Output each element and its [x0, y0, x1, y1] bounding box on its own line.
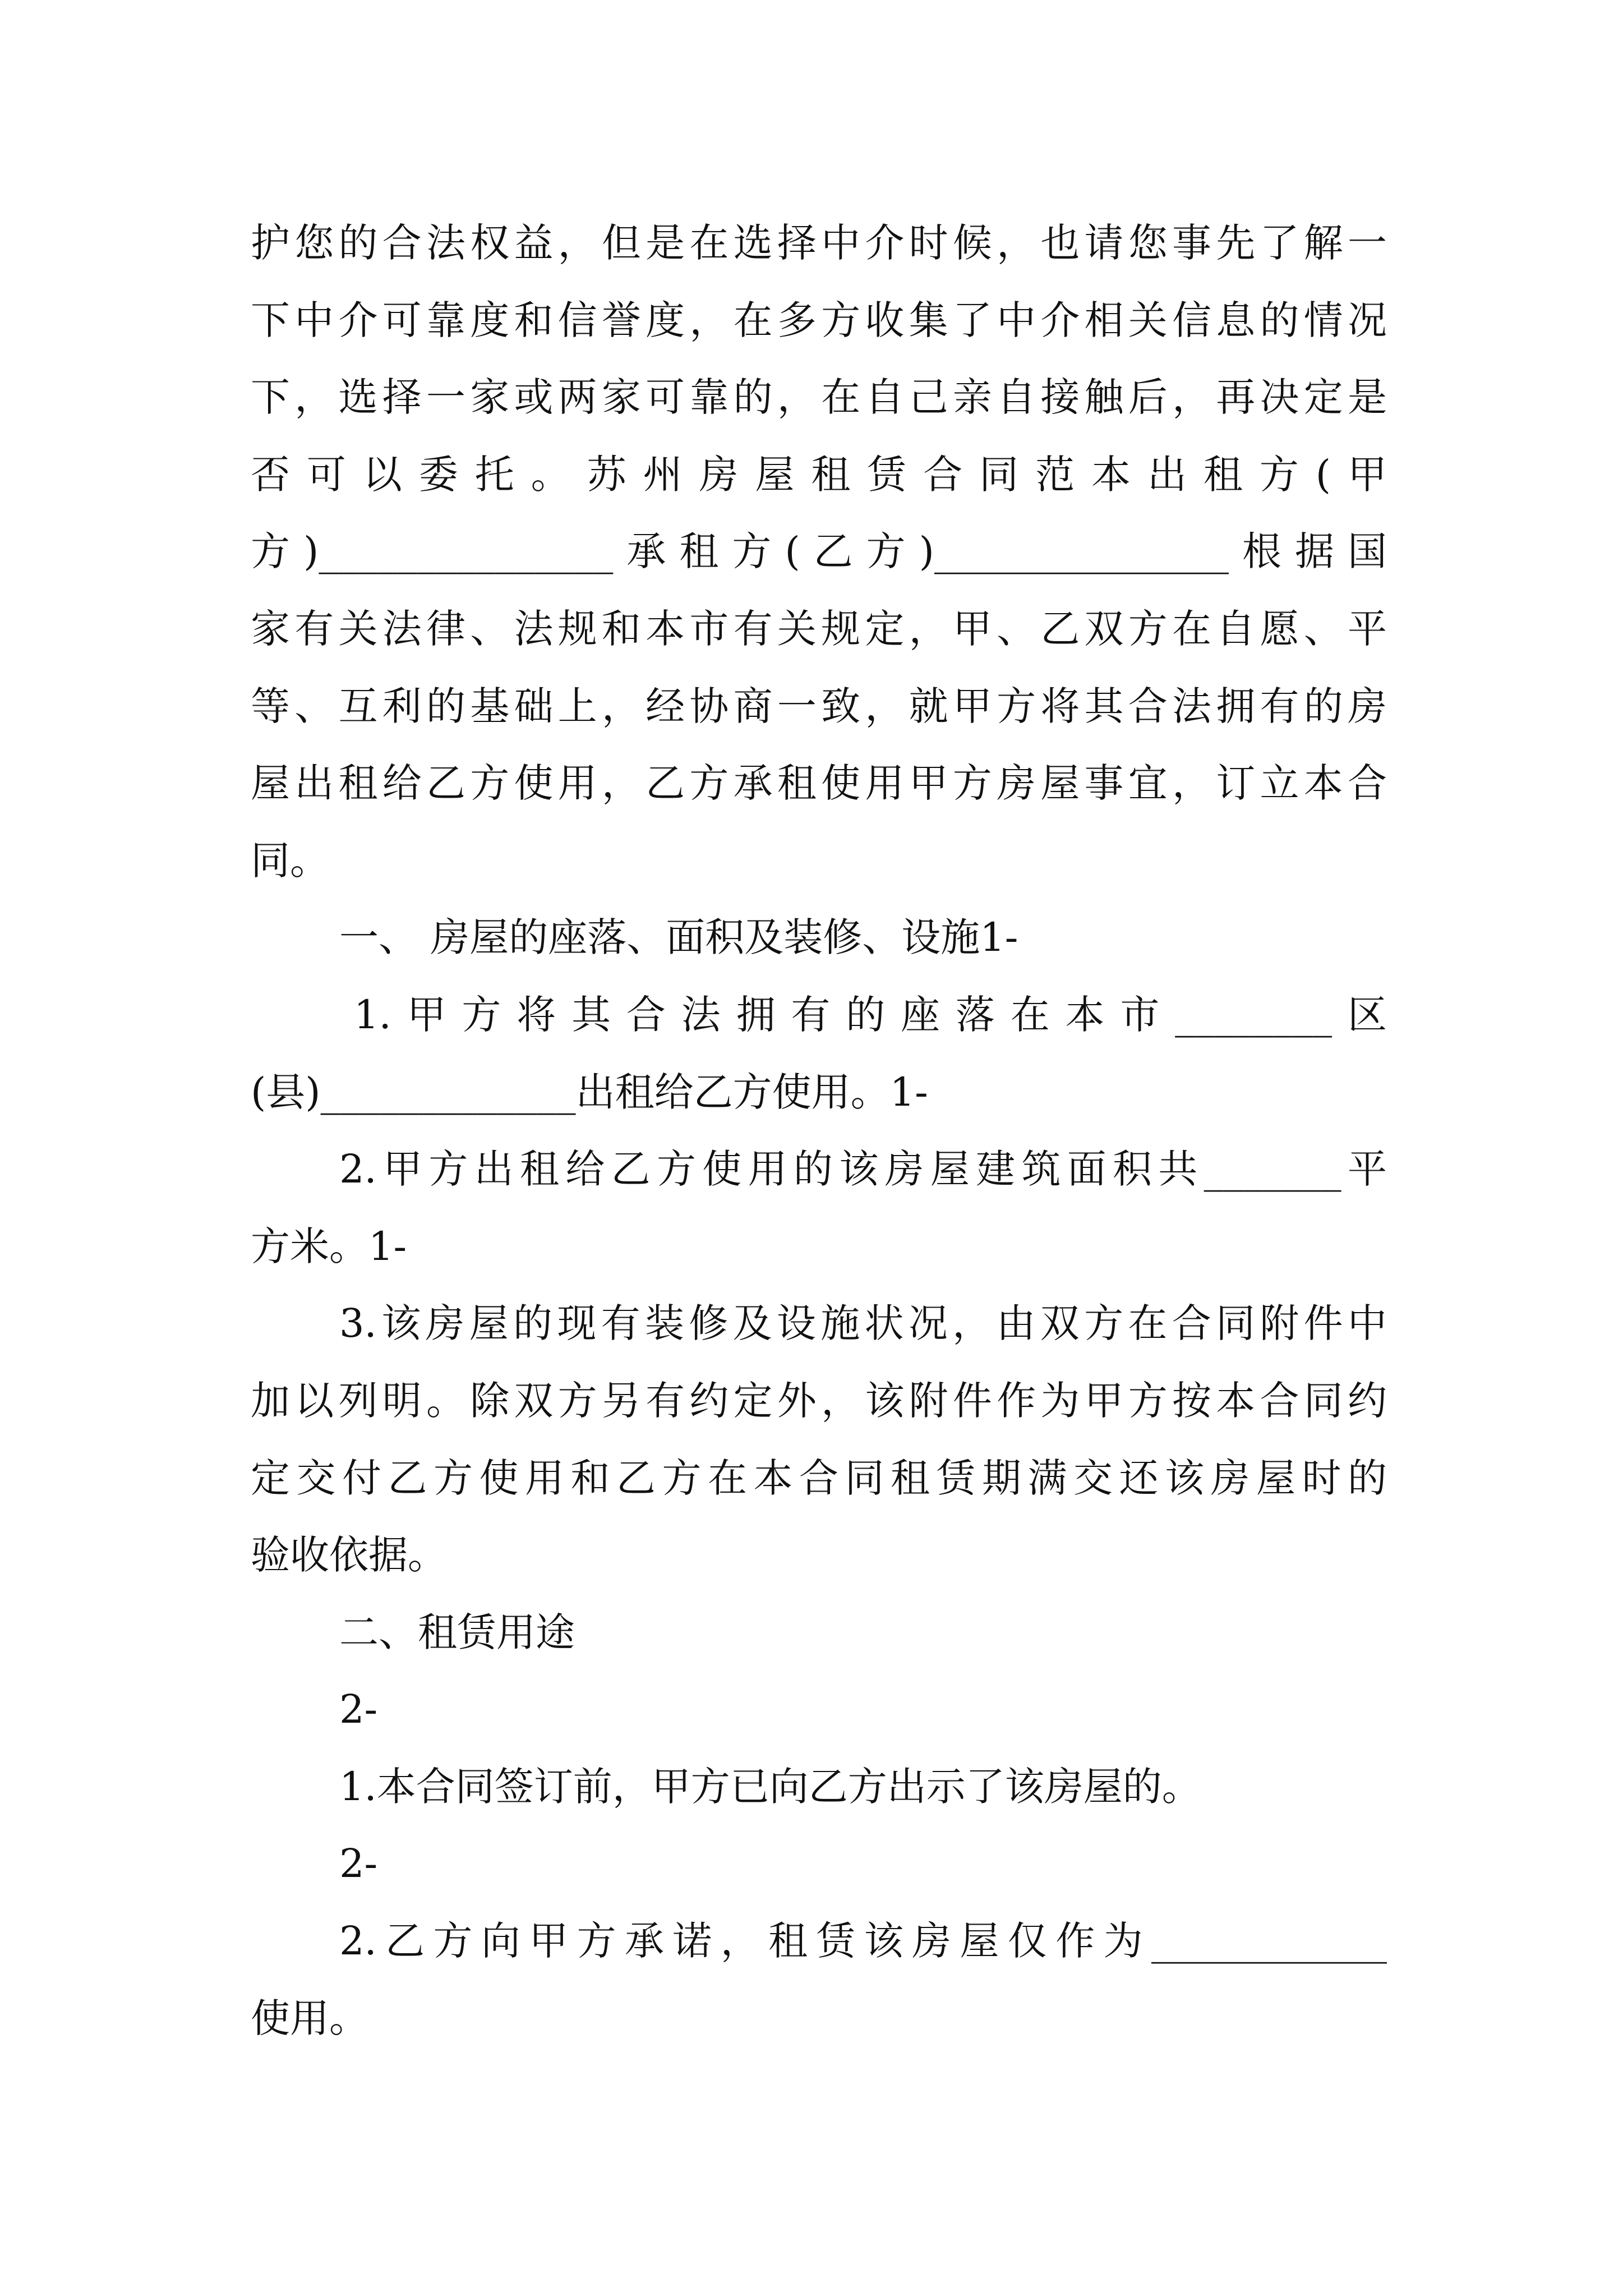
document-body [251, 205, 1387, 2057]
text-line: 同。 [251, 837, 329, 884]
paragraph-preamble [251, 205, 1387, 899]
section-heading-2: 二、租赁用途 [339, 1609, 575, 1655]
section-marker: 2- [339, 1841, 378, 1887]
clause-2-1: 1.本合同签订前，甲方已向乙方出示了该房屋的。 [339, 1763, 1201, 1810]
text-line: 2.乙方向甲方承诺，租赁该房屋仅作为____________ [339, 1918, 1387, 1964]
text-line: 加以列明。除双方另有约定外，该附件作为甲方按本合同约 [251, 1377, 1387, 1424]
text-line: 护您的合法权益，但是在选择中介时候，也请您事先了解一 [251, 220, 1387, 266]
clause-1-2 [251, 1131, 1387, 1285]
text-line: 下，选择一家或两家可靠的，在自己亲自接触后，再决定是 [251, 374, 1387, 421]
clause-1-3 [251, 1285, 1387, 1594]
text-line: 1.甲方将其合法拥有的座落在本市________区 [354, 991, 1387, 1038]
text-line: 3.该房屋的现有装修及设施状况，由双方在合同附件中 [339, 1300, 1387, 1347]
text-line: 方)_______________承租方(乙方)_______________根据国 [251, 528, 1387, 575]
text-line: 定交付乙方使用和乙方在本合同租赁期满交还该房屋时的 [251, 1455, 1387, 1501]
text-line: 下中介可靠度和信誉度，在多方收集了中介相关信息的情况 [251, 297, 1387, 343]
section-marker: 2- [339, 1686, 378, 1733]
text-line: 否可以委托。苏州房屋租赁合同范本出租方(甲 [251, 451, 1387, 498]
text-line: 等、互利的基础上，经协商一致，就甲方将其合法拥有的房 [251, 683, 1387, 729]
text-line: 方米。1- [251, 1223, 407, 1269]
clause-2-2 [251, 1903, 1387, 2057]
text-line: 2.甲方出租给乙方使用的该房屋建筑面积共_______平 [339, 1146, 1387, 1193]
text-line: 屋出租给乙方使用，乙方承租使用甲方房屋事宜，订立本合 [251, 760, 1387, 807]
text-line: 验收依据。 [251, 1532, 447, 1579]
clause-1-1 [251, 977, 1387, 1131]
section-heading-1: 一、 房屋的座落、面积及装修、设施1- [339, 914, 1018, 961]
text-line: 家有关法律、法规和本市有关规定，甲、乙双方在自愿、平 [251, 605, 1387, 652]
text-line: (县)_____________出租给乙方使用。1- [251, 1069, 928, 1115]
text-line: 使用。 [251, 1995, 368, 2041]
